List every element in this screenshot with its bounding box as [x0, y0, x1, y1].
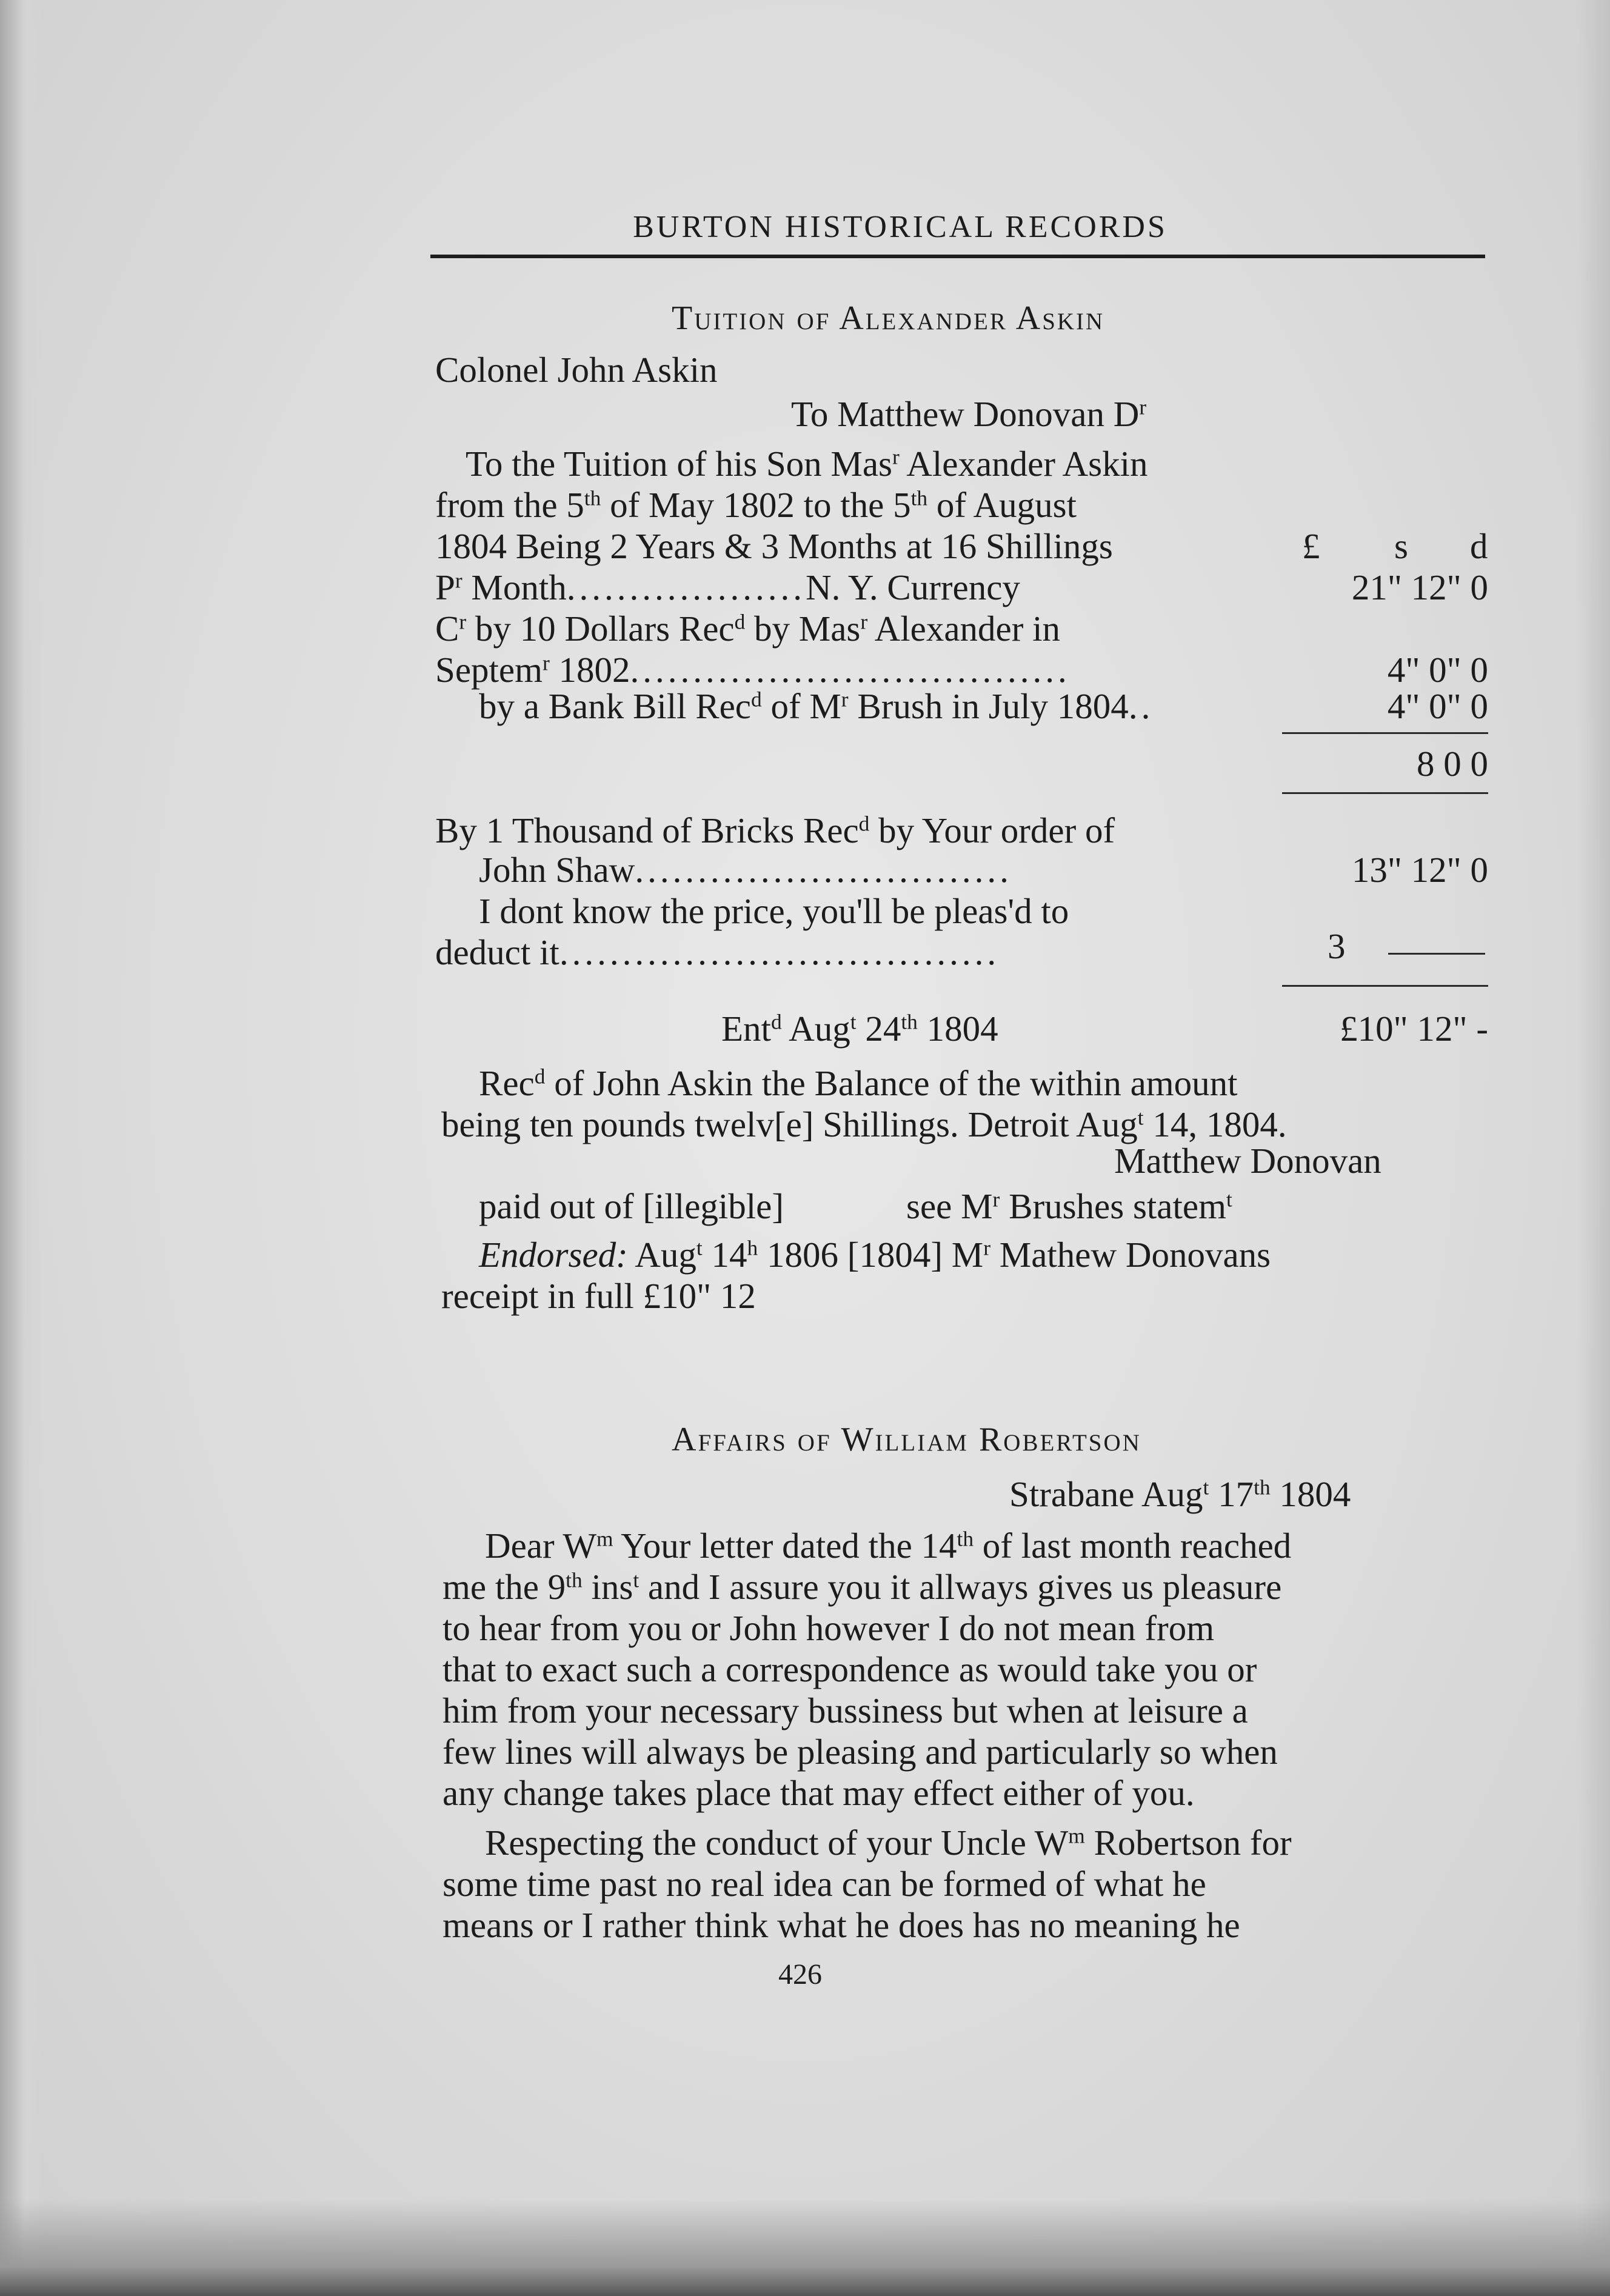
endorsement-line1: Endorsed: Aug$^t$ 14$^h$ 1806 [1804] $M^r$ Mathew Donovans — [479, 1235, 1271, 1275]
column-header-pounds: £ — [1302, 526, 1320, 566]
column-header-shillings: s — [1394, 526, 1408, 566]
page-edge-shadow-bottom — [0, 2199, 1610, 2296]
subtotal-underline — [1282, 792, 1488, 794]
section-title-tuition: Tuition of Alexander Askin — [672, 299, 1105, 337]
entry5-amount: 3 — [1328, 926, 1346, 966]
letter-p2-line2: some time past no real idea can be formed of what he — [443, 1864, 1206, 1904]
paid-out-left: paid out of [illegible] — [479, 1186, 784, 1226]
entry4-line2: John Shaw.............................. — [479, 850, 1012, 890]
receipt-signature: Matthew Donovan — [1114, 1141, 1381, 1181]
page-number: 426 — [778, 1958, 822, 1991]
section-title-affairs: Affairs of William Robertson — [672, 1421, 1141, 1458]
entry1-line3: 1804 Being 2 Years & 3 Months at 16 Shillings — [435, 526, 1113, 566]
subtotal-amount: 8 0 0 — [1417, 744, 1488, 784]
entry1-line1: To the Tuition of his Son Mas$^r$ Alexander Askin — [466, 444, 1148, 484]
creditor-line: To Matthew Donovan $D^r$ — [791, 394, 1147, 434]
running-head: BURTON HISTORICAL RECORDS — [633, 210, 1167, 244]
total-rule — [1282, 985, 1488, 987]
letter-p2-line1: Respecting the conduct of your Uncle $W^m$ Robertson for — [485, 1823, 1292, 1863]
entered-date: Ent$^d$ Aug$^t$ 24th 1804 — [721, 1009, 998, 1049]
entry4-amount: 13" 12" 0 — [1351, 850, 1488, 890]
endorsement-line2: receipt in full £10" 12 — [441, 1276, 756, 1316]
entry1-line4: $P^r$ Month...................N. Y. Currency — [435, 567, 1020, 607]
letter-p1-line4: that to exact such a correspondence as would take you or — [443, 1649, 1257, 1689]
addressee-line: Colonel John Askin — [435, 350, 718, 390]
receipt-line1: Rec$^d$ of John Askin the Balance of the within amount — [479, 1063, 1238, 1103]
entry5-line1: I dont know the price, you'll be pleas'd to — [479, 891, 1069, 931]
letter-p2-line3: means or I rather think what he does has no meaning he — [443, 1905, 1240, 1945]
entry3-line: by a Bank Bill Rec$^d$ of $M^r$ Brush in July 1804.. — [479, 686, 1154, 726]
paid-out-right: see $M^r$ Brushes statem$^t$ — [906, 1186, 1232, 1226]
entry2-line1: $C^r$ by 10 Dollars Rec$^d$ by Mas$^r$ Alexander in — [435, 609, 1061, 649]
entry2-amount: 4" 0" 0 — [1387, 650, 1488, 690]
letter-p1-line1: Dear $W^m$ Your letter dated the 14th of last month reached — [485, 1526, 1292, 1566]
subtotal-rule — [1282, 732, 1488, 734]
header-rule — [430, 255, 1485, 258]
entry2-line2: Septem$^r$ 1802................................... — [435, 650, 1071, 690]
letter-p1-line5: him from your necessary bussiness but when at leisure a — [443, 1690, 1248, 1730]
entry4-line1: By 1 Thousand of Bricks Rec$^d$ by Your order of — [435, 810, 1115, 850]
entry5-line2: deduct it................................... — [435, 932, 1000, 972]
letter-place-date: Strabane Aug$^t$ 17th 1804 — [1009, 1474, 1351, 1514]
entry1-amount: 21" 12" 0 — [1351, 567, 1488, 607]
entry3-amount: 4" 0" 0 — [1387, 686, 1488, 726]
entry5-blank-rule — [1388, 953, 1485, 955]
receipt-line2: being ten pounds twelv[e] Shillings. Detroit Aug$^t$ 14, 1804. — [441, 1104, 1287, 1144]
letter-p1-line7: any change takes place that may effect either of you. — [443, 1773, 1195, 1813]
page-edge-shadow-right — [1577, 0, 1610, 2296]
letter-p1-line3: to hear from you or John however I do not mean from — [443, 1608, 1215, 1648]
letter-p1-line6: few lines will always be pleasing and particularly so when — [443, 1732, 1278, 1772]
page-edge-shadow-left — [0, 0, 42, 2296]
total-amount: £10" 12" - — [1340, 1009, 1488, 1049]
entry1-line2: from the 5th of May 1802 to the 5th of August — [435, 485, 1077, 525]
column-header-pence: d — [1470, 526, 1488, 566]
letter-p1-line2: me the 9th ins$^t$ and I assure you it allways gives us pleasure — [443, 1567, 1282, 1607]
